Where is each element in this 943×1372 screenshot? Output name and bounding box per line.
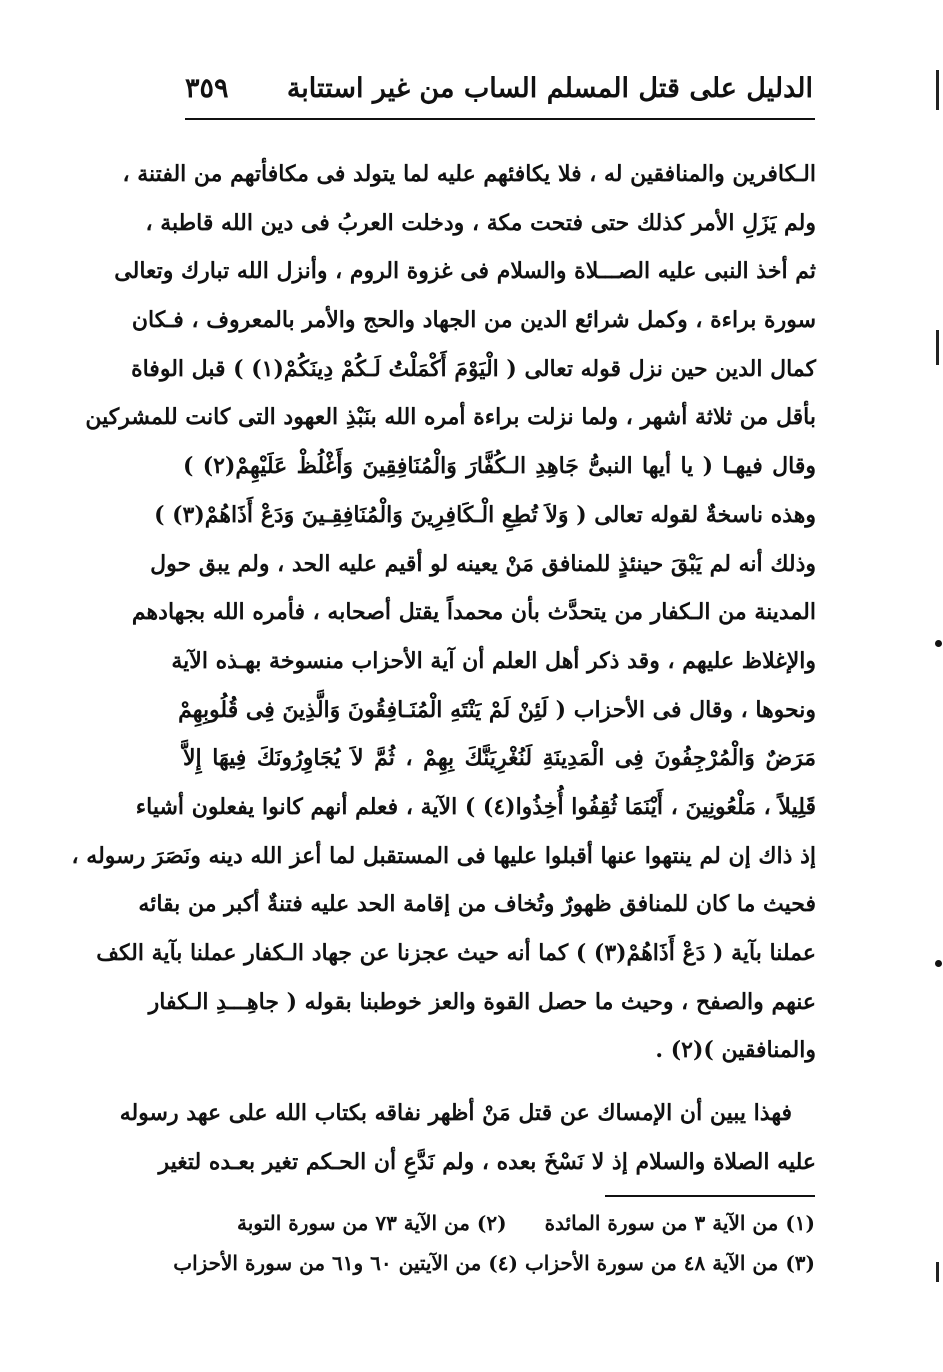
footnote: (١) من الآية ٣ من سورة المائدة: [544, 1211, 815, 1235]
scan-edge-mark: [936, 70, 939, 110]
text-line: والإغلاظ عليهم ، وقد ذكر أهل العلم أن آية الأحزاب منسوخة بهـذه الآية: [171, 647, 816, 674]
footnote-line: [185, 1203, 815, 1243]
footnote: (٢) من الآية ٧٣ من سورة التوبة: [236, 1211, 507, 1235]
text-line: مَرَضٌ وَالْمُرْجِفُونَ فِى الْمَدِينَةِ لَنُغْرِيَنَّكَ بِهِمْ ، ثُمَّ لاَ يُجَاوِرُونَكَ فِيهَا إِلاَّ: [183, 745, 816, 772]
scan-edge-mark: [936, 330, 939, 365]
footnote-rule: [605, 1195, 815, 1197]
scan-speck: [935, 640, 942, 647]
text-line: كمال الدين حين نزل قوله تعالى ( الْيَوْمَ أَكْمَلْتُ لَـكُمْ دِينَكُمْ(١) ) قبل الوفاة: [131, 355, 816, 382]
text-line: الـكافرين والمنافقين له ، فلا يكافئهم عليه لما يتولد فى مكافأتهم من الفتنة ،: [122, 161, 816, 187]
text-line: عليه الصلاة والسلام إذ لا نَسْخَ بعده ، ولم نَدَّعِ أن الحـكم تغير بعـده لتغير: [158, 1148, 816, 1175]
scan-edge-mark: [936, 1262, 939, 1282]
text-line: قَلِيلاً ، مَلْعُونِينَ ، أَيْنَمَا ثُقِفُوا أُخِذُوا(٤) ) الآية ، فعلم أنهم كانوا يفعلون أشياء: [135, 793, 816, 820]
paragraph-gap: [183, 1075, 816, 1089]
text-line: عملنا بآية ( دَعْ أَذَاهُمْ(٣) ) كما أنه حيث عجزنا عن جهاد الـكفار عملنا بآية الكف: [96, 940, 816, 966]
running-header: [185, 66, 813, 110]
body-text: [71, 150, 816, 1186]
text-line: إذ ذاك إن لم ينتهوا عنها أقبلوا عليها فى المستقبل لما أعز الله دينه ونَصَرَ رسوله ،: [71, 842, 816, 869]
text-line: فحيث ما كان للمنافق ظهورٌ وتُخاف من إقامة الحد عليه فتنةٌ أكبر من بقائه: [138, 891, 816, 918]
text-line: وهذه ناسخةٌ لقوله تعالى ( وَلاَ تُطِعِ الْـكَافِرِينَ وَالْمُنَافِقِـينَ وَدَعْ أَذَاهُمْ(٣) ): [154, 501, 816, 528]
text-line: ثم أخذ النبى عليه الصـــلاة والسلام فى غزوة الروم ، وأنزل الله تبارك وتعالى: [114, 258, 816, 285]
text-line: المدينة من الـكفار من يتحدَّث بأن محمداً يقتل أصحابه ، فأمره الله بجهادهم: [131, 599, 816, 626]
text-line: عنهم والصفح ، وحيث ما حصل القوة والعز خوطبنا بقوله ( جاهِـــدِ الـكفار: [148, 988, 816, 1015]
page-number: ٣٥٩: [185, 72, 229, 104]
running-title: الدليل على قتل المسلم الساب من غير استتابة: [286, 72, 813, 104]
text-line: ولم يَزَلِ الأمر كذلك حتى فتحت مكة ، ودخلت العربُ فى دين الله قاطبة ،: [145, 209, 816, 236]
paragraph: [71, 150, 816, 1075]
text-line: سورة براءة ، وكمل شرائع الدين من الجهاد والحج والأمر بالمعروف ، فـكان: [131, 307, 816, 334]
text-line: فهذا يبين أن الإمساك عن قتل مَنْ أظهر نفاقه بكتاب الله على عهد رسوله: [119, 1100, 792, 1127]
text-line: ونحوها ، وقال فى الأحزاب ( لَئِنْ لَمْ يَنْتَهِ الْمُنَـافِقُونَ وَالَّذِينَ فِى قُلُوبِهِمْ: [178, 696, 816, 723]
text-line: بأقل من ثلاثة أشهر ، ولما نزلت براءة أمره الله بنَبْذِ العهود التى كانت للمشركين: [85, 404, 816, 431]
text-line: وقال فيهـا ( يا أيها النبىُّ جَاهِدِ الـكُفَّارَ وَالْمُنَافِقِينَ وَأَغْلُظْ عَلَيْهِمْ(٢) ): [183, 453, 816, 480]
scan-speck: [935, 960, 942, 967]
footnote-line: [173, 1243, 815, 1283]
footnote: (٣) من الآية ٤٨ من سورة الأحزاب (٤) من الآيتين ٦٠ و٦١ من سورة الأحزاب: [173, 1251, 815, 1275]
text-line: والمنافقين )(٢) .: [655, 1037, 816, 1064]
paragraph: [119, 1089, 816, 1186]
footnotes: [173, 1203, 815, 1283]
header-rule: [185, 118, 815, 120]
text-line: وذلك أنه لم يَبْقَ حينئذٍ للمنافق مَنْ يعينه لو أقيم عليه الحد ، ولم يبق حول: [150, 550, 816, 577]
